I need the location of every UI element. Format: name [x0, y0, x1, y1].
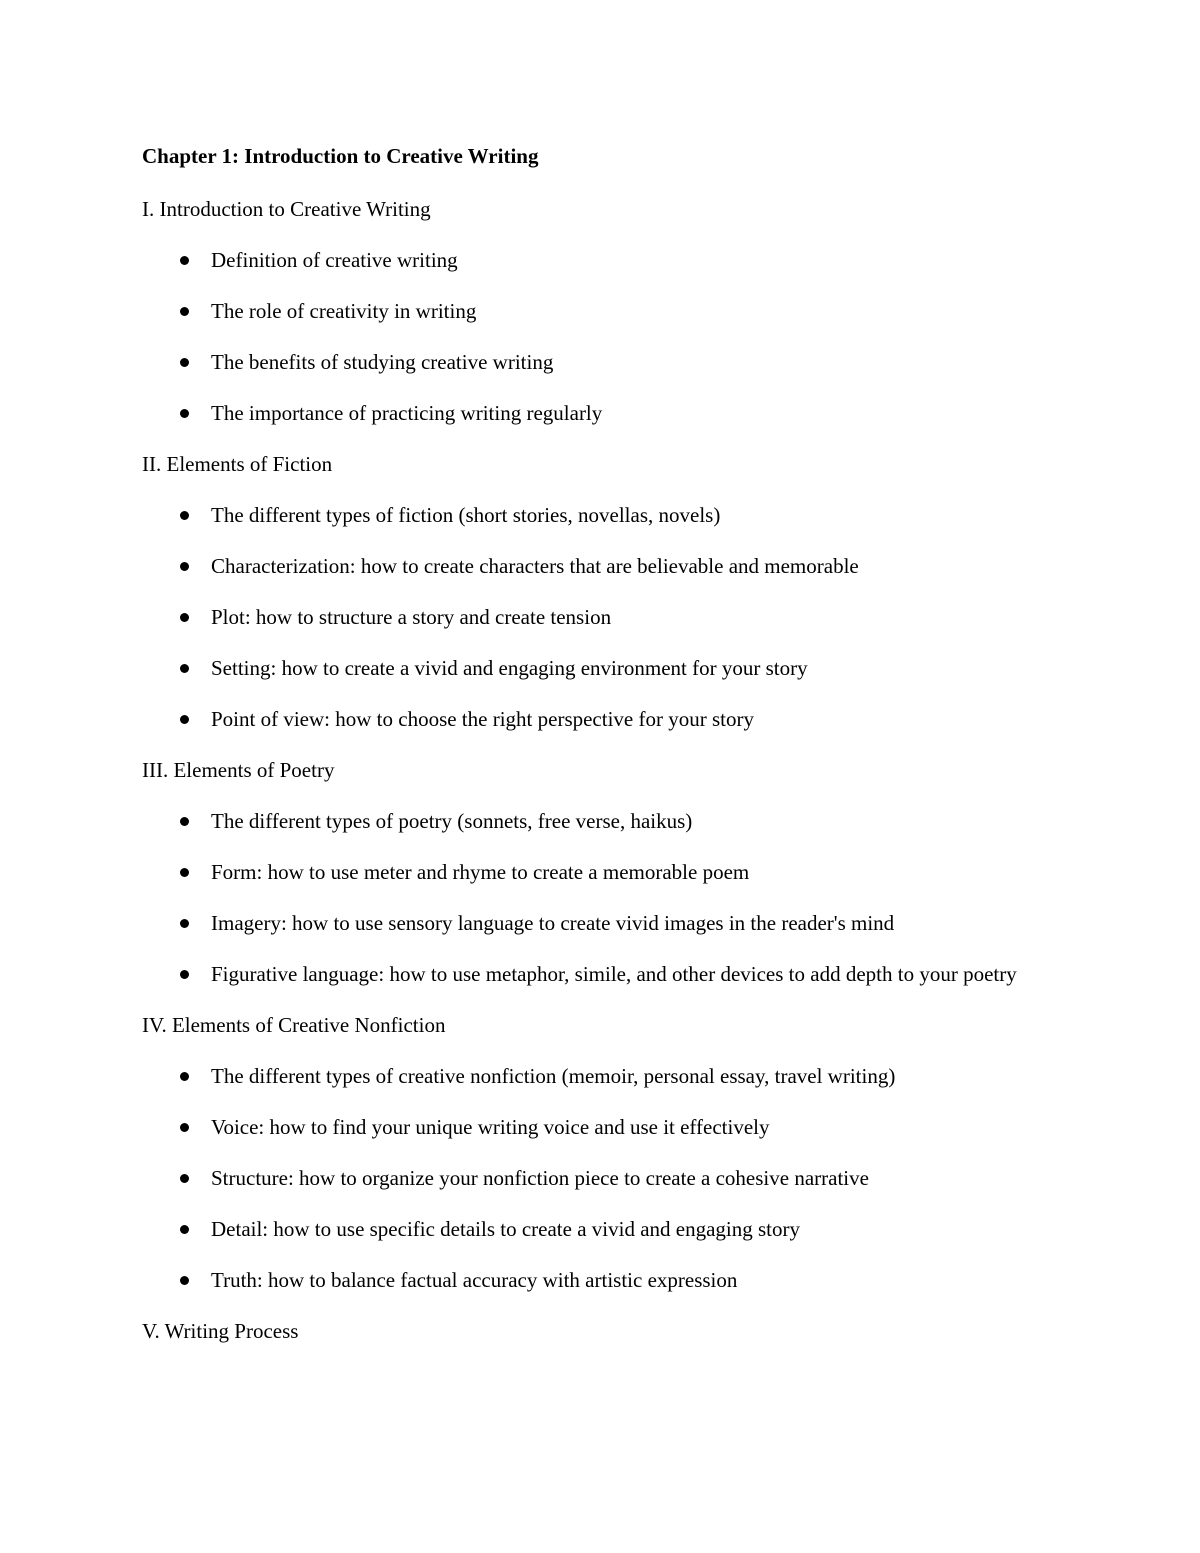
list-item-text: The different types of poetry (sonnets, free verse, haikus): [211, 809, 693, 833]
list-item-text: Definition of creative writing: [211, 248, 458, 272]
bullet-icon: [180, 562, 189, 571]
list-item: [142, 550, 1062, 582]
list-item-text: Detail: how to use specific details to create a vivid and engaging story: [211, 1217, 800, 1241]
list-item-text: Figurative language: how to use metaphor, simile, and other devices to add depth to your poetry: [211, 962, 1017, 986]
list-item: [142, 1060, 1062, 1092]
bullet-list: [142, 805, 1062, 990]
list-item: [142, 244, 1062, 276]
list-item-text: Characterization: how to create characters that are believable and memorable: [211, 554, 859, 578]
bullet-icon: [180, 1072, 189, 1081]
section-heading: I. Introduction to Creative Writing: [142, 197, 431, 221]
list-item: [142, 703, 1062, 735]
list-item: [142, 805, 1062, 837]
bullet-icon: [180, 409, 189, 418]
bullet-icon: [180, 613, 189, 622]
list-item-text: The different types of fiction (short stories, novellas, novels): [211, 503, 721, 527]
bullet-icon: [180, 919, 189, 928]
bullet-icon: [180, 970, 189, 979]
list-item-text: Voice: how to find your unique writing voice and use it effectively: [211, 1115, 770, 1139]
bullet-icon: [180, 1174, 189, 1183]
bullet-list: [142, 499, 1062, 735]
list-item: [142, 907, 1062, 939]
list-item-text: Point of view: how to choose the right perspective for your story: [211, 707, 754, 731]
list-item: [142, 1264, 1062, 1296]
list-item-text: The benefits of studying creative writing: [211, 350, 554, 374]
list-item-text: Structure: how to organize your nonfiction piece to create a cohesive narrative: [211, 1166, 869, 1190]
bullet-icon: [180, 307, 189, 316]
bullet-icon: [180, 715, 189, 724]
bullet-icon: [180, 664, 189, 673]
list-item-text: Truth: how to balance factual accuracy with artistic expression: [211, 1268, 738, 1292]
bullet-icon: [180, 511, 189, 520]
bullet-icon: [180, 1225, 189, 1234]
bullet-icon: [180, 868, 189, 877]
list-item: [142, 1111, 1062, 1143]
section-heading: IV. Elements of Creative Nonfiction: [142, 1013, 446, 1037]
list-item: [142, 652, 1062, 684]
list-item: [142, 1213, 1062, 1245]
outline-sections: [142, 193, 1062, 1347]
bullet-icon: [180, 358, 189, 367]
list-item-text: Setting: how to create a vivid and engaging environment for your story: [211, 656, 808, 680]
chapter-title: Chapter 1: Introduction to Creative Writing: [142, 144, 539, 168]
list-item: [142, 397, 1062, 429]
document-content: [142, 138, 1062, 1366]
section-heading: II. Elements of Fiction: [142, 452, 333, 476]
list-item: [142, 295, 1062, 327]
bullet-list: [142, 244, 1062, 429]
list-item: [142, 346, 1062, 378]
bullet-icon: [180, 256, 189, 265]
section-heading: III. Elements of Poetry: [142, 758, 335, 782]
bullet-icon: [180, 1123, 189, 1132]
list-item-text: The importance of practicing writing regularly: [211, 401, 603, 425]
list-item: [142, 856, 1062, 888]
list-item-text: The different types of creative nonfiction (memoir, personal essay, travel writing): [211, 1064, 896, 1088]
list-item-text: Imagery: how to use sensory language to create vivid images in the reader's mind: [211, 911, 895, 935]
list-item: [142, 499, 1062, 531]
list-item-text: Plot: how to structure a story and create tension: [211, 605, 612, 629]
bullet-icon: [180, 1276, 189, 1285]
list-item-text: Form: how to use meter and rhyme to create a memorable poem: [211, 860, 750, 884]
bullet-icon: [180, 817, 189, 826]
list-item: [142, 1162, 1062, 1194]
list-item: [142, 958, 1062, 990]
list-item-text: The role of creativity in writing: [211, 299, 477, 323]
section-heading: V. Writing Process: [142, 1319, 299, 1343]
bullet-list: [142, 1060, 1062, 1296]
list-item: [142, 601, 1062, 633]
